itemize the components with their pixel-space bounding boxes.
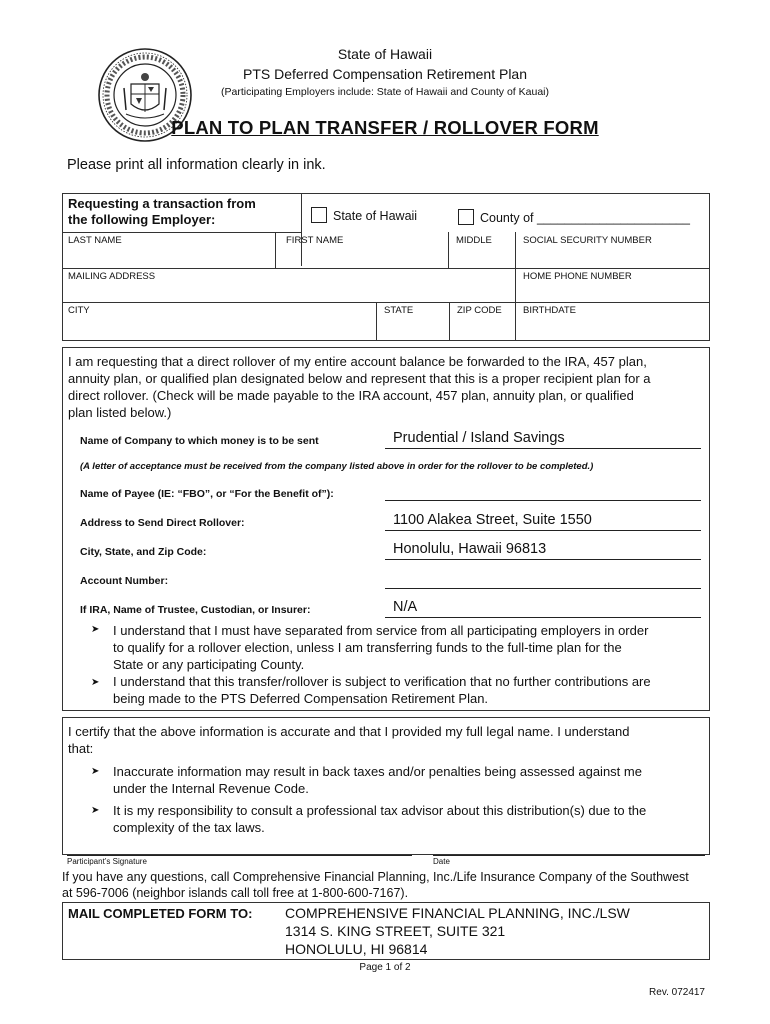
ssn-field[interactable]: SOCIAL SECURITY NUMBER (523, 235, 652, 246)
first-name-field[interactable]: FIRST NAME (286, 235, 344, 246)
bullet-line: It is my responsibility to consult a professional tax advisor about this distribution(s) due to the (113, 803, 647, 818)
certification-section (62, 717, 710, 866)
trustee-label: If IRA, Name of Trustee, Custodian, or Insurer: (80, 604, 311, 616)
payee-line (385, 500, 701, 501)
company-name-line (385, 448, 701, 449)
print-instruction: Please print all information clearly in ink. (67, 157, 326, 173)
address-value[interactable]: 1100 Alakea Street, Suite 1550 (393, 512, 592, 528)
header-state: State of Hawaii (337, 46, 433, 62)
mailing-address-field[interactable]: MAILING ADDRESS (68, 271, 156, 282)
request-label-line-1: Requesting a transaction from (68, 196, 256, 211)
state-field[interactable]: STATE (384, 305, 414, 316)
page-number: Page 1 of 2 (359, 962, 411, 973)
account-number-label: Account Number: (80, 575, 169, 587)
birthdate-field[interactable]: BIRTHDATE (523, 305, 576, 316)
requesting-employer-label (63, 194, 303, 234)
contact-info (62, 869, 712, 901)
date-label: Date (433, 857, 450, 866)
signature-label: Participant’s Signature (67, 857, 147, 866)
arrowhead-bullet-icon: ➤ (91, 766, 100, 777)
bullet-line: I understand that I must have separated from service from all participating employers in order (113, 623, 649, 638)
revision-number: Rev. 072417 (649, 987, 705, 998)
bullet-line: to qualify for a rollover election, unless I am transferring funds to the full-time plan for the (113, 640, 622, 655)
certify-bullet-2 (113, 802, 705, 836)
bullet-line: being made to the PTS Deferred Compensation Retirement Plan. (113, 691, 489, 706)
bullet-line: State or any participating County. (113, 657, 305, 672)
zip-code-field[interactable]: ZIP CODE (457, 305, 502, 316)
home-phone-field[interactable]: HOME PHONE NUMBER (523, 271, 632, 282)
header-plan-name: PTS Deferred Compensation Retirement Plan (242, 66, 528, 82)
company-name-value[interactable]: Prudential / Island Savings (393, 430, 565, 446)
bullet-line: complexity of the tax laws. (113, 820, 265, 835)
account-number-line (385, 588, 701, 589)
rollover-intro-line: direct rollover. (Check will be made payable to the IRA account, 457 plan, annuity plan, or qualified (68, 388, 634, 403)
city-state-zip-line (385, 559, 701, 560)
address-label: Address to Send Direct Rollover: (80, 517, 245, 529)
checkbox-icon[interactable] (311, 207, 327, 223)
rollover-bullet-1 (113, 622, 705, 673)
last-name-field[interactable]: LAST NAME (68, 235, 122, 246)
middle-name-field[interactable]: MIDDLE (456, 235, 492, 246)
request-label-line-2: the following Employer: (68, 212, 216, 227)
trustee-line (385, 617, 701, 618)
address-line (385, 530, 701, 531)
bullet-line: I understand that this transfer/rollover is subject to verification that no further contributions are (113, 674, 651, 689)
acceptance-letter-note: (A letter of acceptance must be received from the company listed above in order for the rollover to be completed.) (80, 461, 594, 472)
mail-address-line: 1314 S. KING STREET, SUITE 321 (285, 923, 506, 939)
trustee-value[interactable]: N/A (393, 599, 418, 615)
bullet-line: Inaccurate information may result in back taxes and/or penalties being assessed against me (113, 764, 642, 779)
arrowhead-bullet-icon: ➤ (91, 677, 100, 688)
bullet-line: under the Internal Revenue Code. (113, 781, 309, 796)
option-state-label: State of Hawaii (333, 209, 418, 223)
signature-line[interactable] (67, 855, 412, 866)
certify-bullet-1 (113, 763, 705, 797)
rollover-intro-line: plan listed below.) (68, 405, 172, 420)
mail-address-line: HONOLULU, HI 96814 (285, 941, 428, 957)
date-line[interactable] (433, 855, 705, 866)
mail-address (285, 904, 630, 958)
option-county-of[interactable] (453, 206, 695, 228)
header-participating-employers: (Participating Employers include: State of Hawaii and County of Kauai) (220, 86, 549, 98)
option-county-label: County of ______________________ (480, 211, 690, 225)
checkbox-icon[interactable] (458, 209, 474, 225)
mail-address-line: COMPREHENSIVE FINANCIAL PLANNING, INC./LSW (285, 905, 630, 921)
city-field[interactable]: CITY (68, 305, 90, 316)
mail-to-label: MAIL COMPLETED FORM TO: (68, 906, 253, 921)
mail-to-section (62, 902, 710, 960)
rollover-intro-line: I am requesting that a direct rollover of my entire account balance be forwarded to the IRA, 457 plan, (68, 354, 647, 369)
certification-text (68, 723, 706, 757)
arrowhead-bullet-icon: ➤ (91, 624, 100, 635)
certify-line: I certify that the above information is accurate and that I provided my full legal name. I understand (68, 724, 630, 739)
rollover-intro (68, 353, 706, 421)
rollover-section (62, 347, 710, 711)
certify-line: that: (68, 741, 94, 756)
contact-line: at 596-7006 (neighbor islands call toll free at 1-800-600-7167). (62, 886, 409, 900)
contact-line: If you have any questions, call Comprehensive Financial Planning, Inc./Life Insurance Company of the Southwest (62, 870, 689, 884)
rollover-bullet-2 (113, 673, 705, 707)
form-title: PLAN TO PLAN TRANSFER / ROLLOVER FORM (171, 117, 599, 138)
city-state-zip-value[interactable]: Honolulu, Hawaii 96813 (393, 541, 547, 557)
payee-label: Name of Payee (IE: “FBO”, or “For the Benefit of”): (80, 488, 334, 500)
rollover-intro-line: annuity plan, or qualified plan designated below and represent that this is a proper recipient plan for a (68, 371, 651, 386)
arrowhead-bullet-icon: ➤ (91, 805, 100, 816)
city-state-zip-label: City, State, and Zip Code: (80, 546, 207, 558)
employer-info-section (62, 193, 710, 341)
company-name-label: Name of Company to which money is to be sent (80, 435, 319, 447)
option-state-of-hawaii[interactable] (306, 204, 422, 226)
